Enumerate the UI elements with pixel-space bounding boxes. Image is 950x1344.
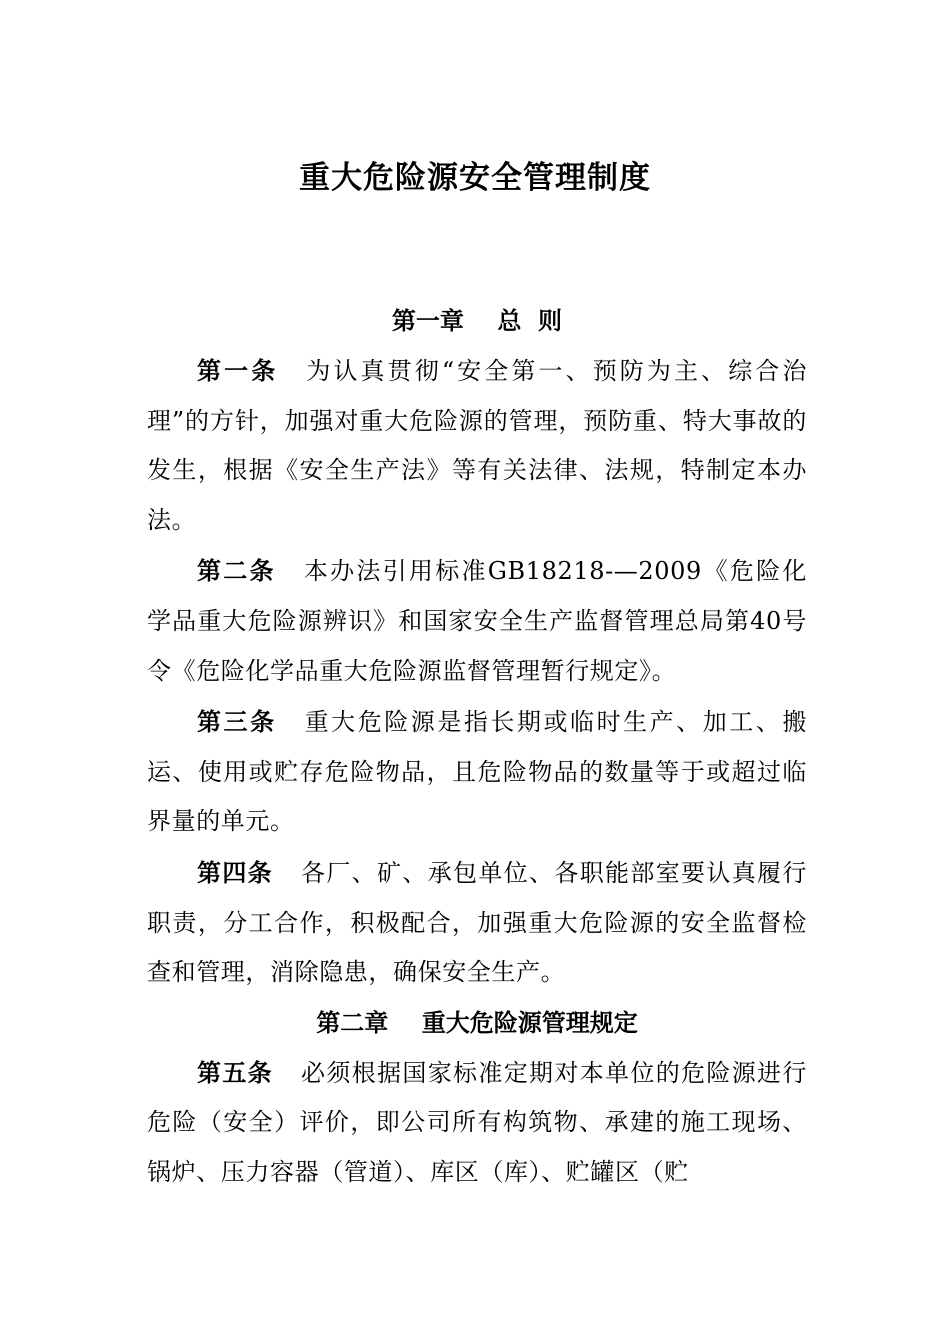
article-label: 第五条 (197, 1057, 274, 1087)
article-5 (147, 1048, 807, 1198)
article-1 (147, 346, 807, 545)
document-body (147, 296, 807, 1198)
chapter-2 (147, 998, 807, 1198)
article-text: 为认真贯彻“安全第一、预防为主、综合治理”的方针，加强对重大危险源的管理，预防重、特大事故的发生，根据《安全生产法》等有关法律、法规，特制定本办法。 (147, 357, 807, 534)
article-4 (147, 848, 807, 998)
article-2 (147, 546, 807, 696)
article-label: 第三条 (197, 707, 277, 737)
chapter-heading: 第二章 重大危险源管理规定 (316, 1007, 638, 1037)
article-label: 第四条 (197, 857, 274, 887)
article-text: 必须根据国家标准定期对本单位的危险源进行危险（安全）评价，即公司所有构筑物、承建的施工现场、锅炉、压力容器（管道）、库区（库）、贮罐区（贮 (147, 1058, 807, 1186)
article-label: 第一条 (197, 356, 279, 385)
chapter-1 (147, 296, 807, 998)
chapter-heading: 第一章 总 则 (391, 306, 563, 335)
article-text: 各厂、矿、承包单位、各职能部室要认真履行职责，分工合作，积极配合，加强重大危险源的安全监督检查和管理，消除隐患，确保安全生产。 (147, 858, 807, 987)
article-text: 重大危险源是指长期或临时生产、加工、搬运、使用或贮存危险物品，且危险物品的数量等于或超过临界量的单元。 (147, 708, 807, 836)
article-3 (147, 697, 807, 847)
article-text: 本办法引用标准GB18218-—2009《危险化学品重大危险源辨识》和国家安全生产监督管理总局第40号令《危险化学品重大危险源监督管理暂行规定》。 (147, 557, 807, 685)
article-label: 第二条 (197, 556, 276, 586)
document-title: 重大危险源安全管理制度 (299, 160, 651, 196)
